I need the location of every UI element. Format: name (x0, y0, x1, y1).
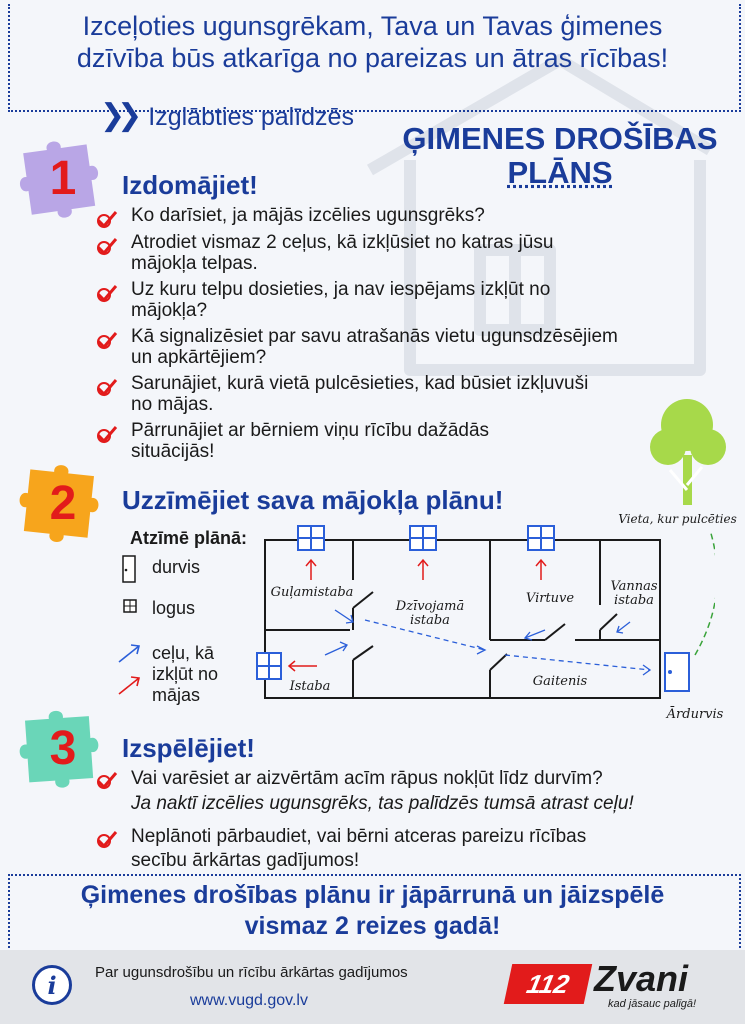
plan-title: ĢIMENES DROŠĪBAS PLĀNS (402, 121, 718, 190)
list-item: Pārrunājiet ar bērniem viņu rīcību dažādās situācijās! (95, 420, 489, 462)
puzzle-piece-2 (15, 455, 111, 551)
floor-plan (255, 520, 715, 705)
subheading: ❯❯ Izglābties palīdzēs (100, 99, 354, 132)
room-label-bathroom: Vannas istaba (610, 579, 658, 608)
section3-list (95, 766, 735, 871)
legend-title: Atzīmē plānā: (130, 528, 248, 548)
header-title: Izceļoties ugunsgrēkam, Tava un Tavas ģimenes dzīvība būs atkarīga no pareizas un ātras rīcības! (76, 11, 669, 73)
double-chevron-icon: ❯❯ (100, 99, 135, 132)
info-text: Par ugunsdrošību un rīcību ārkārtas gadījumos (95, 964, 408, 981)
logo-112-badge: 112 (504, 964, 593, 1004)
room-label-kitchen: Virtuve (525, 591, 575, 606)
list-item: Atrodiet vismaz 2 ceļus, kā izkļūsiet no katras jūsu mājokļa telpas. (95, 232, 553, 274)
section-number: 1 (49, 151, 77, 205)
door-icon (122, 555, 136, 583)
room-label-living: Dzīvojamā istaba (395, 599, 465, 628)
list-item: Neplānoti pārbaudiet, vai bērni atceras pareizu rīcības secību ārkārtas gadījumos! (95, 825, 586, 873)
front-door-label: Ārdurvis (666, 707, 724, 722)
window-icon (123, 599, 137, 613)
section2-title: Uzzīmējiet sava mājokļa plānu! (122, 485, 504, 515)
logo-tagline: kad jāsauc palīgā! (608, 998, 697, 1010)
meeting-place-label: Vieta, kur pulcēties (618, 512, 737, 526)
info-icon: i (32, 965, 72, 1005)
list-item: Vai varēsiet ar aizvērtām acīm rāpus nokļūt līdz durvīm? Ja naktī izcēlies ugunsgrēks, tas palīdzēs tumsā atrast ceļu! (95, 766, 634, 816)
check-heart-icon (95, 829, 119, 851)
section-number: 3 (49, 721, 77, 775)
website-link[interactable]: www.vugd.gov.lv (190, 992, 308, 1009)
legend-path-label: ceļu, kā izkļūt no mājas (152, 643, 219, 705)
logo-zvani: Zvani (594, 958, 689, 999)
check-heart-icon (95, 283, 119, 305)
path-arrows-icon (115, 640, 147, 700)
room-label-hall: Gaitenis (532, 674, 588, 689)
footer-message: Ģimenes drošības plānu ir jāpārrunā un jāizspēlē vismaz 2 reizes gadā! (80, 881, 665, 940)
legend-window-label: logus (152, 598, 196, 618)
section-number: 2 (49, 476, 77, 530)
legend-door-label: durvis (152, 557, 201, 577)
room-label-room: Istaba (289, 679, 331, 694)
list-item: Kā signalizēsiet par savu atrašanās vietu ugunsdzēsējiem un apkārtējiem? (95, 326, 618, 368)
tree-icon (640, 395, 735, 510)
check-heart-icon (95, 236, 119, 258)
section3-title: Izspēlējiet! (122, 733, 255, 763)
list-item: Uz kuru telpu dosieties, ja nav iespējams izkļūt no mājokļa? (95, 279, 550, 321)
list-item: Ko darīsiet, ja mājās izcēlies ugunsgrēks? (95, 205, 485, 231)
section1-title: Izdomājiet! (122, 170, 258, 200)
logo-112 (508, 958, 718, 1016)
check-heart-icon (95, 770, 119, 792)
section1-list (95, 205, 735, 465)
room-label-bedroom: Guļamistaba (270, 585, 354, 600)
check-heart-icon (95, 424, 119, 446)
check-heart-icon (95, 330, 119, 352)
check-heart-icon (95, 209, 119, 231)
check-heart-icon (95, 377, 119, 399)
list-item: Sarunājiet, kurā vietā pulcēsieties, kad būsiet izkļuvuši no mājas. (95, 373, 588, 415)
